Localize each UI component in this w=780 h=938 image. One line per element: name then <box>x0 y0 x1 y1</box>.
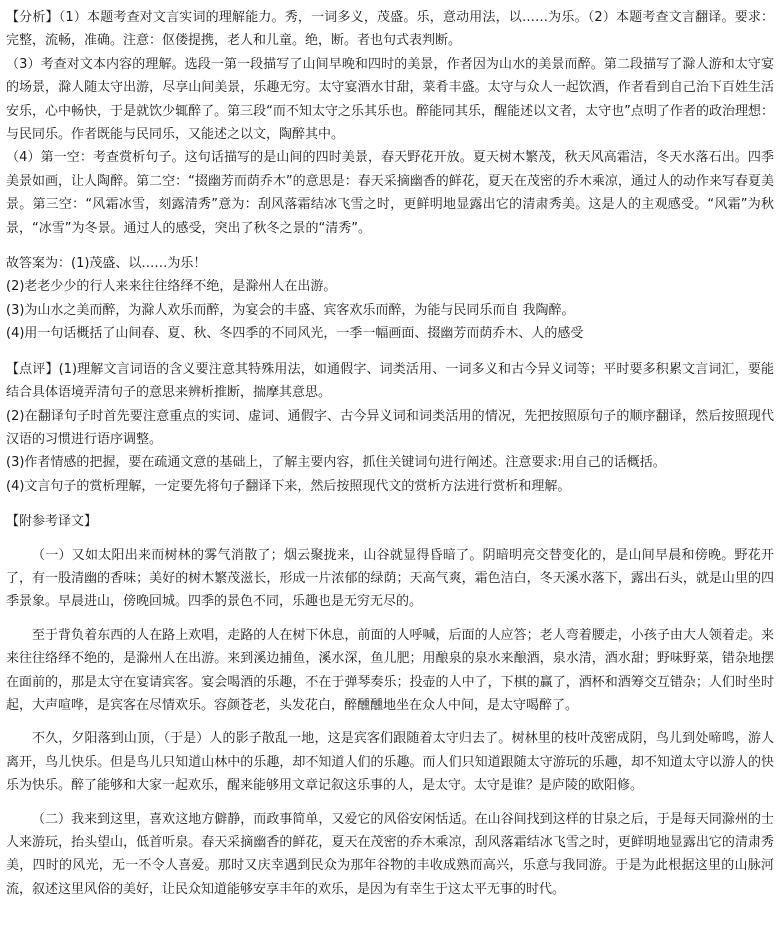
answer-line-4: (4)用一句话概括了山间春、夏、秋、冬四季的不同风光，一季一幅画面、掇幽芳而荫乔木、人的感受 <box>6 326 584 342</box>
comment-paragraph-1: 【点评】(1)理解文言词语的含义要注意其特殊用法，如通假字、词类活用、一词多义和古今异义词等；平时要多积累文言词汇，要能结合具体语境弄清句子的意思来辨析推断，揣摩其意思。 <box>6 361 774 401</box>
spacer <box>6 346 774 358</box>
analysis-paragraph-2: （3）考查对文本内容的理解。选段一第一段描写了山间早晚和四时的美景，作者因为山水的美景而醉。第二段描写了滁人游和太守宴的场景，滁人随太守出游，尽享山间美景，乐趣无穷。太守宴酒水甘甜，菜肴丰盛。太守与众人一起饮酒，作者看到自己治下百姓生活安乐，心中畅快，于是就饮少辄醉了。第三段“而不知太守之乐其乐也。醉能同其乐，醒能述以文者，太守也”点明了作者的政治理想：与民同乐。作者既能与民同乐，又能述之以文，陶醉其中。 <box>6 56 774 143</box>
spacer <box>6 498 774 510</box>
spacer <box>6 798 774 808</box>
analysis-paragraph-1: 【分析】（1）本题考查对文言实词的理解能力。秀，一词多义，茂盛。乐，意动用法，以……为乐。（2）本题考查文言翻译。要求：完整，流畅，准确。注意：伛偻提携，老人和儿童。绝，断。者也句式表判断。 <box>6 10 774 49</box>
spacer <box>6 717 774 727</box>
comment-paragraph-2: (2)在翻译句子时首先要注意重点的实词、虚词、通假字、古今异义词和词类活用的情况，先把按照原句子的顺序翻译，然后按照现代汉语的习惯进行语序调整。 <box>6 408 774 447</box>
comment-paragraph-4: (4)文言句子的赏析理解，一定要先将句子翻译下来，然后按照现代文的赏析方法进行赏析和理解。 <box>6 478 571 494</box>
translation-paragraph-1: （一）又如太阳出来而树林的雾气消散了；烟云聚拢来，山谷就显得昏暗了。阴暗明亮交替变化的，是山间早晨和傍晚。野花开了，有一股清幽的香味；美好的树木繁茂滋长，形成一片浓郁的绿荫；天高气爽，霜色洁白，冬天溪水落下，露出石头，就是山里的四季景象。早晨进山，傍晚回城。四季的景色不同，乐趣也是无穷无尽的。 <box>6 547 774 610</box>
translation-paragraph-2: 至于背负着东西的人在路上欢唱，走路的人在树下休息，前面的人呼喊，后面的人应答；老人弯着腰走，小孩子由大人领着走。来来往往络绎不绝的，是滁州人在出游。来到溪边捕鱼，溪水深，鱼儿肥；用酿泉的泉水来酿酒，泉水清，酒水甜；野味野菜，错杂地摆在面前的，那是太守在宴请宾客。宴会喝酒的乐趣，不在于弹琴奏乐；投壶的人中了，下棋的赢了，酒杯和酒筹交互错杂；人们时坐时起，大声喧哗，是宾客在尽情欢乐。容颜苍老，头发花白，醉醺醺地坐在众人中间，是太守喝醉了。 <box>6 627 774 713</box>
spacer <box>6 240 774 252</box>
analysis-paragraph-3: （4）第一空：考查赏析句子。这句话描写的是山间的四时美景，春天野花开放。夏天树木繁茂，秋天风高霜洁，冬天水落石出。四季美景如画，让人陶醉。第二空：“掇幽芳而荫乔木”的意思是：春天采摘幽香的鲜花，夏天在茂密的乔木乘凉，通过人的动作来写春夏美景。第三空：“风霜冰雪，刻露清秀”意为：刮风落霜结冰飞雪之时，更鲜明地显露出它的清肃秀美。这是人的主观感受。“风霜”为秋景，“冰雪”为冬景。通过人的感受，突出了秋冬之景的“清秀”。 <box>6 150 774 236</box>
comment-paragraph-3: (3)作者情感的把握，要在疏通文意的基础上，了解主要内容，抓住关键词句进行阐述。注意要求:用自己的话概括。 <box>6 455 666 471</box>
translation-heading: 【附参考译文】 <box>6 514 98 530</box>
answer-line-3: (3)为山水之美而醉，为滁人欢乐而醉，为宴会的丰盛、宾客欢乐而醉，为能与民同乐而自 我陶醉。 <box>6 302 575 318</box>
spacer <box>6 534 774 544</box>
answer-line-2: (2)老老少少的行人来来往往络绎不绝，是滁州人在出游。 <box>6 279 337 295</box>
translation-paragraph-4: （二）我来到这里，喜欢这地方僻静，而政事简单，又爱它的风俗安闲恬适。在山谷间找到这样的甘泉之后，于是每天同滁州的士人来游玩，抬头望山，低首听泉。春天采摘幽香的鲜花，夏天在茂密的乔木乘凉，刮风落霜结冰飞雪之时，更鲜明地显露出它的清肃秀美，四时的风光，无一不令人喜爱。那时又庆幸遇到民众为那年谷物的丰收成熟而高兴，乐意与我同游。于是为此根据这里的山脉河流，叙述这里风俗的美好，让民众知道能够安享丰年的欢乐，是因为有幸生于这太平无事的时代。 <box>6 811 774 897</box>
answer-line-1: 故答案为：(1)茂盛、以……为乐！ <box>6 256 207 272</box>
translation-paragraph-3: 不久，夕阳落到山顶，（于是）人的影子散乱一地，这是宾客们跟随着太守归去了。树林里的枝叶茂密成阴，鸟儿到处啼鸣，游人离开，鸟儿快乐。但是鸟儿只知道山林中的乐趣，却不知道人们的乐趣。而人们只知道跟随太守游玩的乐趣，却不知道太守以游人的快乐为快乐。醉了能够和大家一起欢乐，醒来能够用文章记叙这乐事的人，是太守。太守是谁？是庐陵的欧阳修。 <box>6 731 774 794</box>
spacer <box>6 614 774 624</box>
